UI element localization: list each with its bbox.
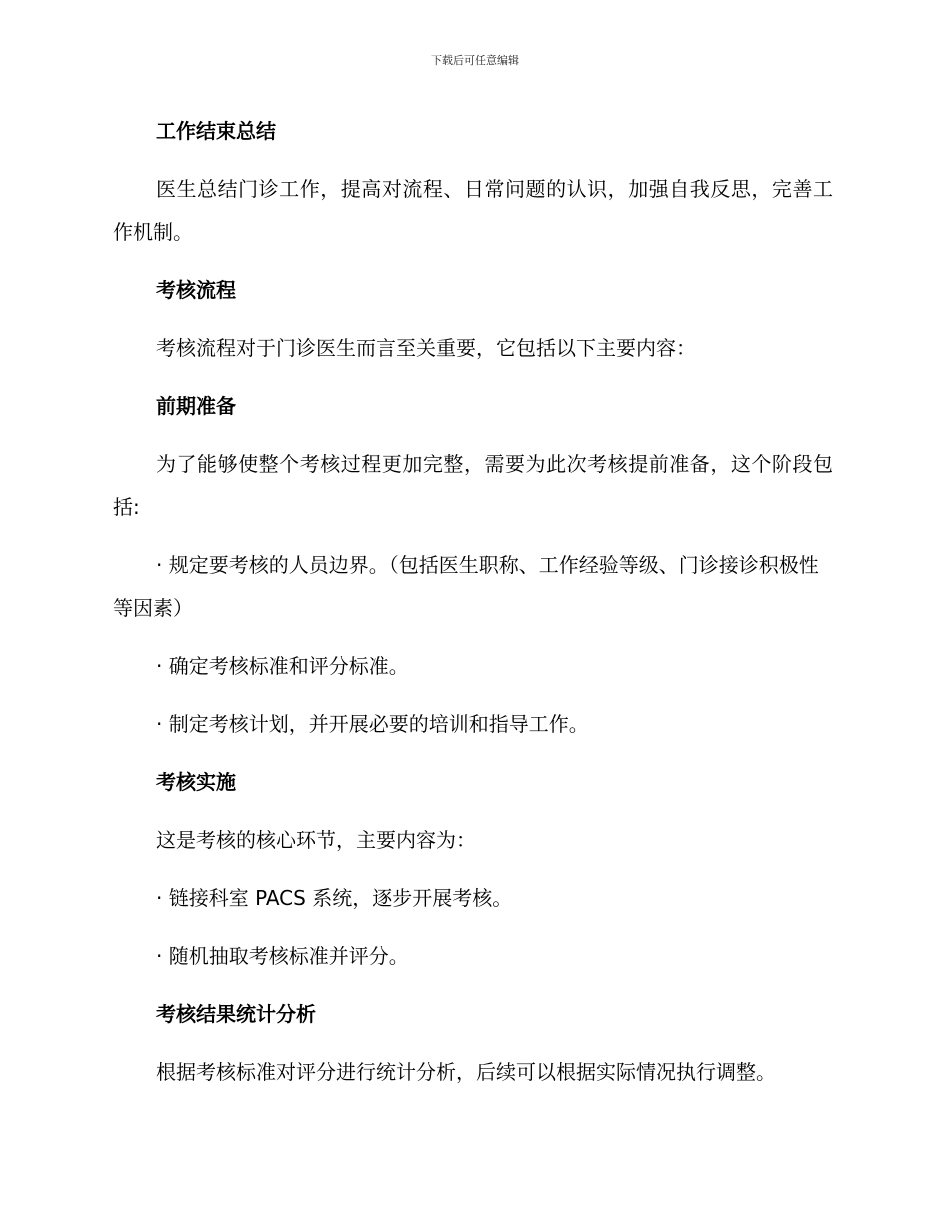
header-note: 下载后可任意编辑	[431, 54, 519, 67]
paragraph-assessment-process: 考核流程对于门诊医生而言至关重要，它包括以下主要内容：	[156, 336, 696, 360]
section-heading-implementation: 考核实施	[156, 770, 236, 794]
section-heading-work-summary: 工作结束总结	[156, 119, 276, 143]
bullet-item: · 规定要考核的人员边界。（包括医生职称、工作经验等级、门诊接诊积极性等因素）	[113, 553, 819, 620]
paragraph-work-summary: 医生总结门诊工作，提高对流程、日常问题的认识，加强自我反思，完善工作机制。	[113, 177, 833, 244]
paragraph-implementation: 这是考核的核心环节，主要内容为：	[156, 828, 476, 852]
section-heading-preparation: 前期准备	[156, 394, 236, 418]
section-heading-result-analysis: 考核结果统计分析	[156, 1002, 316, 1026]
paragraph-result-analysis: 根据考核标准对评分进行统计分析，后续可以根据实际情况执行调整。	[156, 1060, 776, 1084]
bullet-item: · 确定考核标准和评分标准。	[156, 654, 409, 678]
paragraph-preparation: 为了能够使整个考核过程更加完整，需要为此次考核提前准备，这个阶段包括:	[113, 452, 833, 519]
section-heading-assessment-process: 考核流程	[156, 278, 236, 302]
bullet-item: · 随机抽取考核标准并评分。	[156, 944, 409, 968]
bullet-item: · 链接科室 PACS 系统，逐步开展考核。	[156, 886, 513, 910]
bullet-item: · 制定考核计划，并开展必要的培训和指导工作。	[156, 712, 589, 736]
document-body	[113, 110, 833, 1109]
